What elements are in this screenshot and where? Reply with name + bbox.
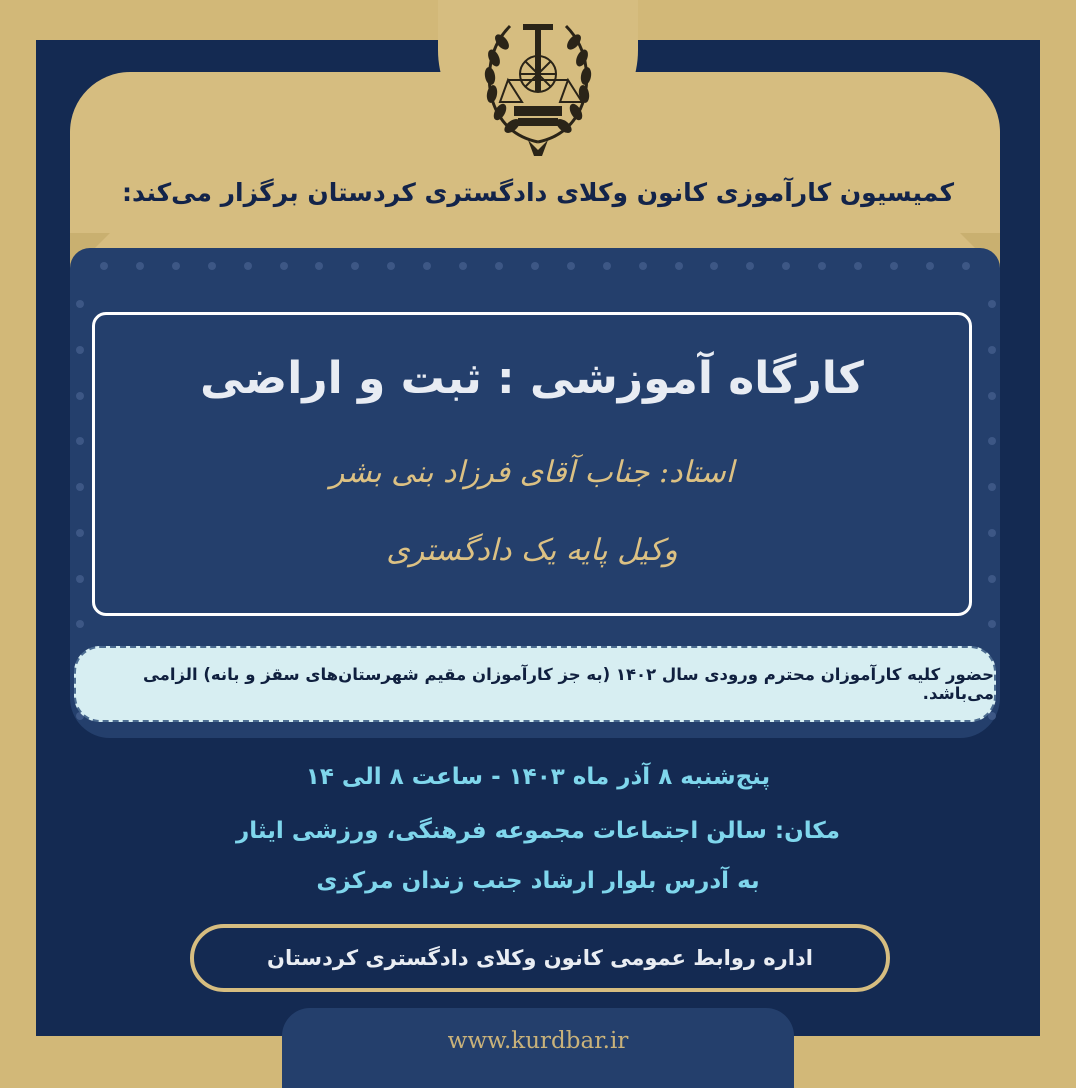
website-url[interactable]: www.kurdbar.ir <box>447 1028 629 1054</box>
workshop-title-box <box>92 312 972 616</box>
bar-association-emblem-icon <box>478 10 598 158</box>
decor-dots-top <box>100 262 970 278</box>
event-place: مکان: سالن اجتماعات مجموعه فرهنگی، ورزشی ایثار <box>236 818 840 844</box>
teacher-name: استاد: جناب آقای فرزاد بنی بشر <box>329 455 735 490</box>
event-datetime: پنج‌شنبه ۸ آذر ماه ۱۴۰۳ - ساعت ۸ الی ۱۴ <box>305 764 771 790</box>
attendance-notice <box>74 646 996 722</box>
teacher-role: وکیل پایه یک دادگستری <box>386 533 678 568</box>
event-address: به آدرس بلوار ارشاد جنب زندان مرکزی <box>316 868 760 894</box>
workshop-title: کارگاه آموزشی : ثبت و اراضی <box>200 353 864 404</box>
website-tab <box>282 1008 794 1088</box>
organizer-text: اداره روابط عمومی کانون وکلای دادگستری کردستان <box>267 946 813 970</box>
organizer-badge <box>190 924 890 992</box>
header-title: کمیسیون کارآموزی کانون وکلای دادگستری کردستان برگزار می‌کند: <box>122 178 954 207</box>
attendance-notice-text: حضور کلیه کارآموزان محترم ورودی سال ۱۴۰۲ (به جز کارآموزان مقیم شهرستان‌های سقز و بانه) الزامی می‌باشد. <box>142 665 994 703</box>
